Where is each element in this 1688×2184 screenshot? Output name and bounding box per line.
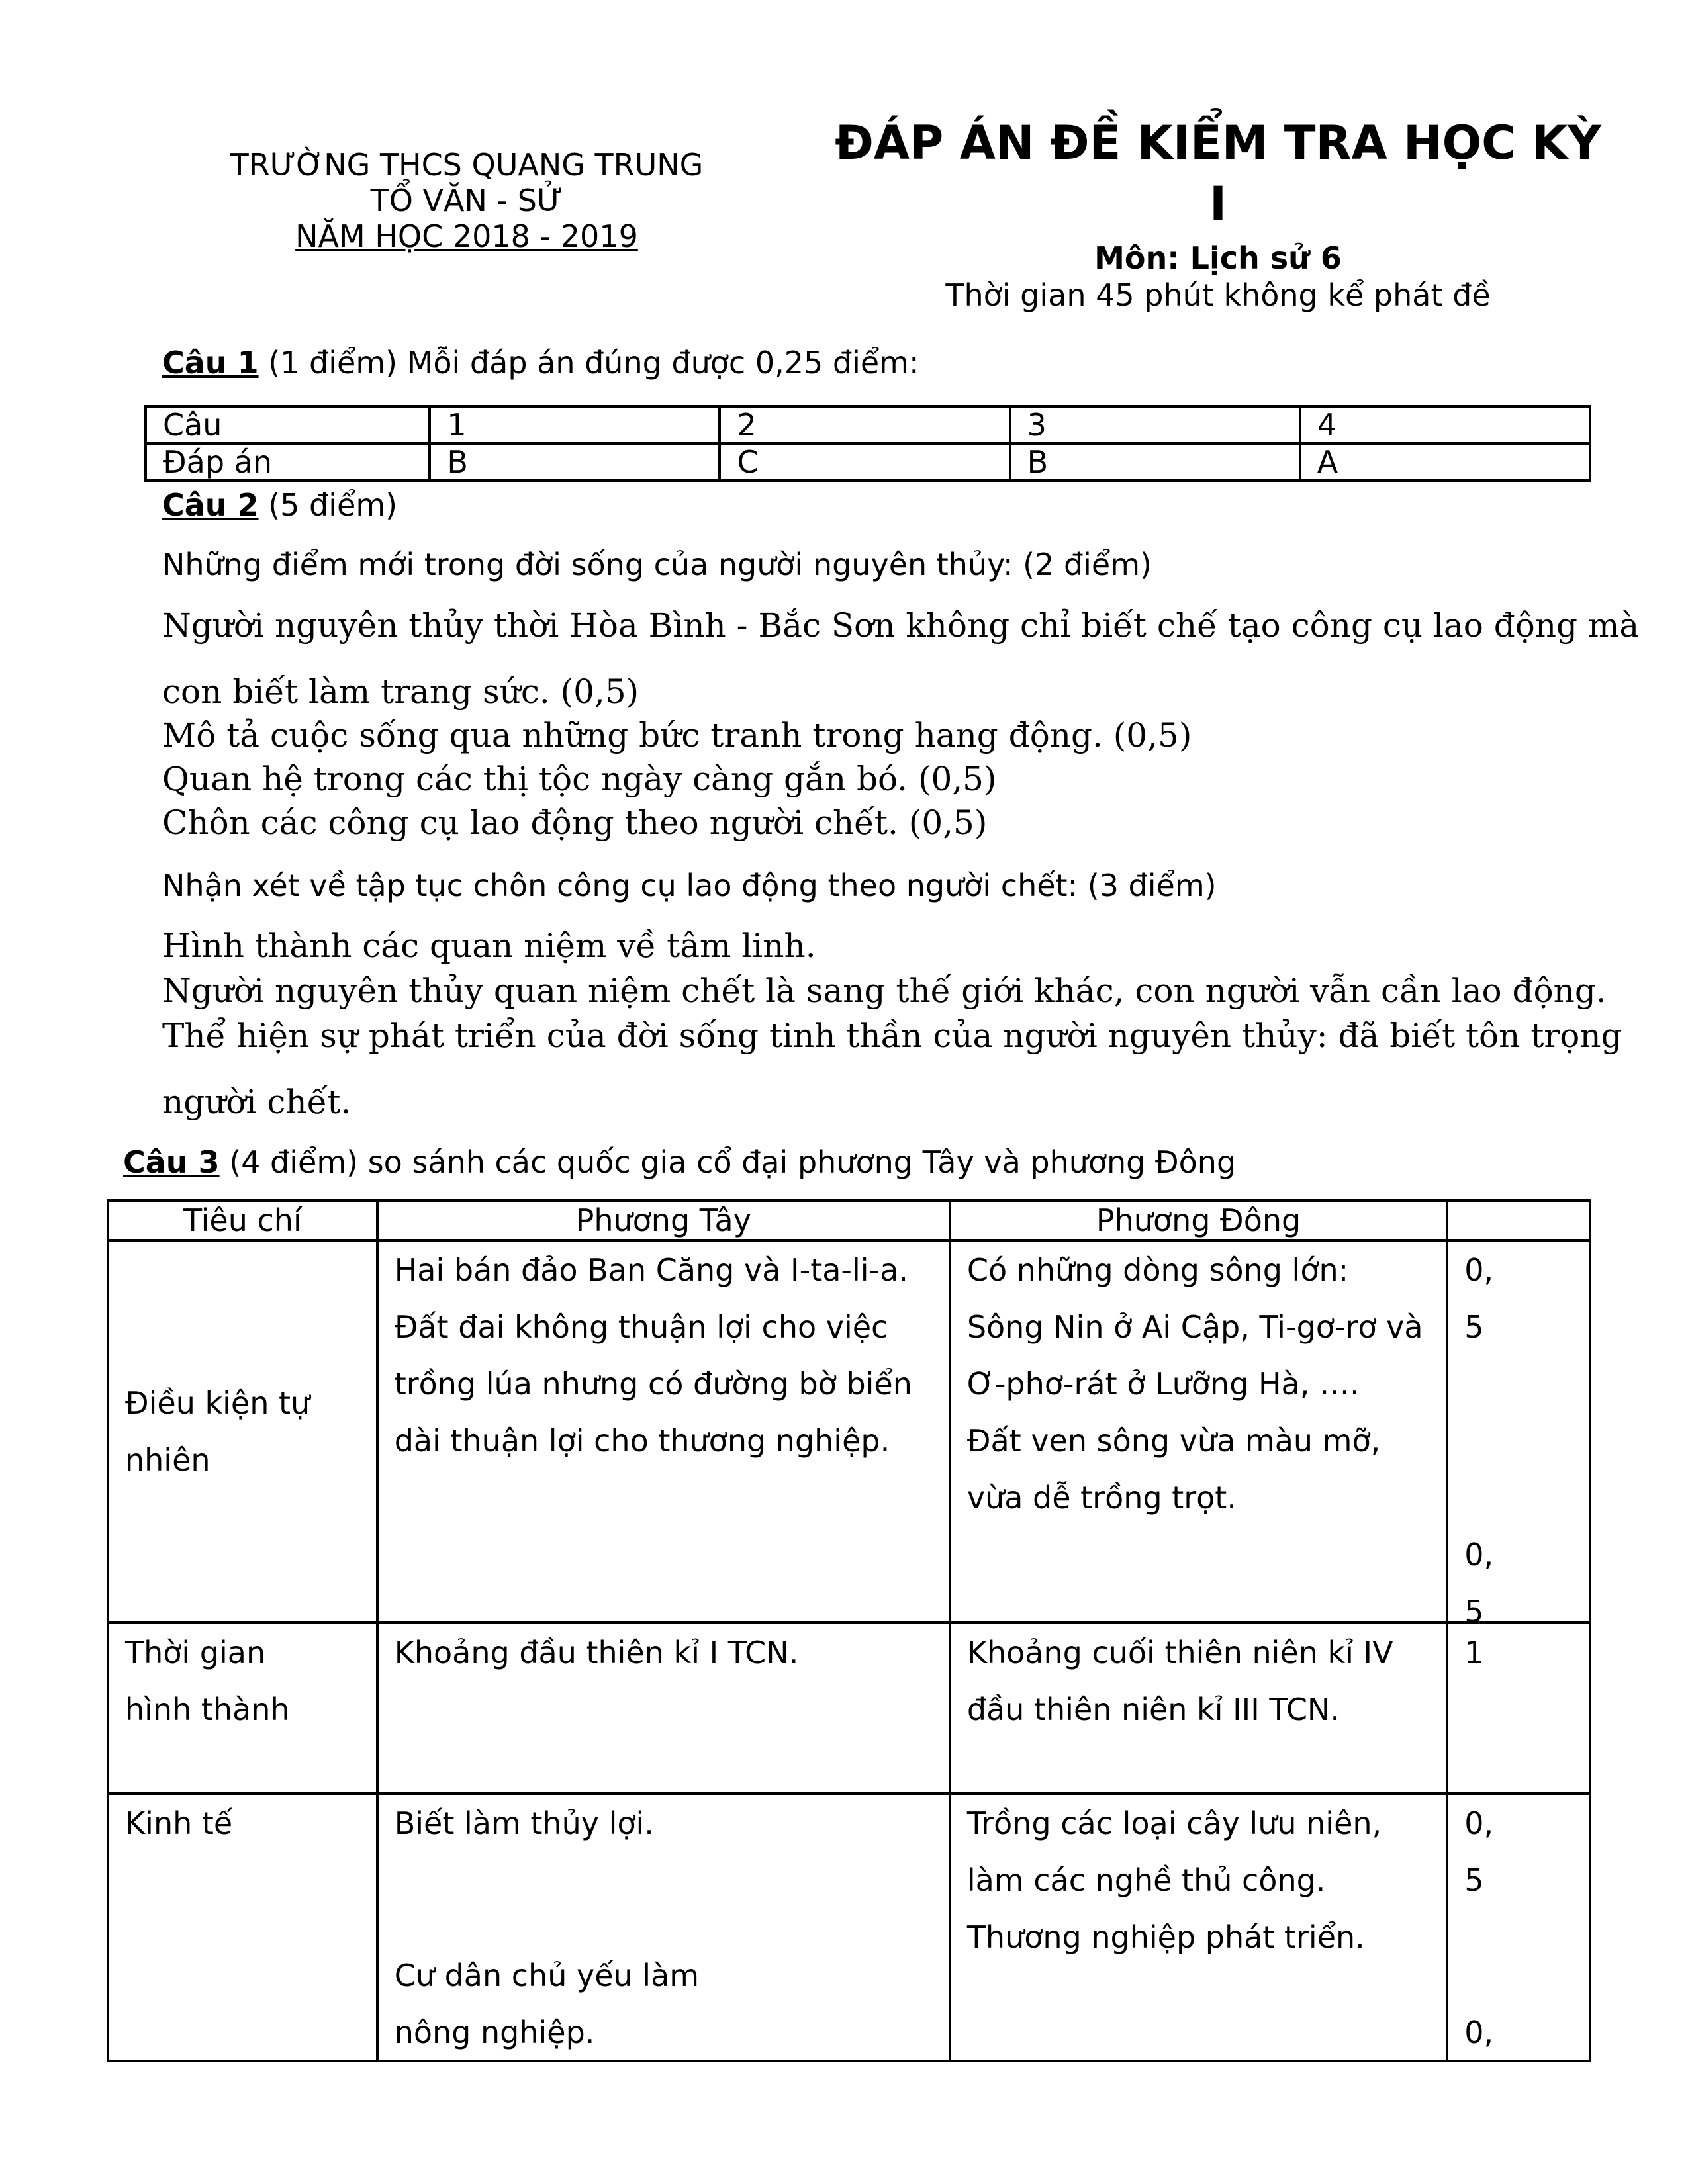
- table-cell: C: [720, 443, 1009, 480]
- table-cell: A: [1300, 443, 1590, 480]
- east-text: Có những dòng sông lớn: Sông Nin ở Ai Cập, Ti-gơ-rơ và Ơ-phơ-rát ở Lưỡng Hà, ….: [966, 1252, 1423, 1402]
- east-text: Khoảng cuối thiên niên kỉ IV đầu thiên niên kỉ III TCN.: [966, 1635, 1393, 1727]
- exam-title-line2: I: [1209, 177, 1227, 231]
- criteria-cell: [108, 1623, 377, 1794]
- q2-part2-line3: Thể hiện sự phát triển của đời sống tinh thần của người nguyên thủy: đã biết tôn trọng: [162, 1017, 1622, 1055]
- east-cell: [950, 1240, 1447, 1623]
- q2-label: Câu 2: [162, 487, 259, 523]
- table-cell: 4: [1300, 406, 1590, 443]
- west-text: Hai bán đảo Ban Căng và I-ta-li-a.: [394, 1252, 908, 1288]
- west-text: Khoảng đầu thiên kỉ I TCN.: [394, 1635, 799, 1670]
- q2-part2-heading: Nhận xét về tập tục chôn công cụ lao động theo người chết: (3 điểm): [162, 868, 1217, 903]
- table-cell: 2: [720, 406, 1009, 443]
- header-score: [1447, 1201, 1590, 1240]
- exam-title-block: [834, 113, 1602, 314]
- q2-part1-line1: Người nguyên thủy thời Hòa Bình - Bắc Sơn không chỉ biết chế tạo công cụ lao động mà: [162, 606, 1640, 645]
- table-row: [146, 443, 1590, 480]
- school-name: TRƯỜNG THCS QUANG TRUNG: [230, 147, 704, 183]
- school-header: [152, 147, 781, 254]
- table-row: [108, 1794, 1590, 2061]
- q3-text: (4 điểm) so sánh các quốc gia cổ đại phương Tây và phương Đông: [219, 1144, 1237, 1180]
- q2-part1-line2: con biết làm trang sức. (0,5): [162, 672, 639, 711]
- table-row: [108, 1240, 1590, 1623]
- q1-label: Câu 1: [162, 345, 259, 381]
- table-cell: Câu: [146, 406, 430, 443]
- criteria-text: Thời gian hình thành: [125, 1635, 290, 1727]
- header-east: Phương Đông: [950, 1201, 1447, 1240]
- score-cell: [1447, 1794, 1590, 2061]
- east-text: Trồng các loại cây lưu niên, làm các nghề thủ công.: [966, 1805, 1382, 1898]
- table-cell: 3: [1010, 406, 1300, 443]
- q1-text: (1 điểm) Mỗi đáp án đúng được 0,25 điểm:: [258, 345, 919, 381]
- department: TỔ VĂN - SỬ: [370, 183, 563, 218]
- east-cell: [950, 1794, 1447, 2061]
- east-text: Thương nghiệp phát triển.: [966, 1919, 1365, 1955]
- east-cell: [950, 1623, 1447, 1794]
- q1-heading: [162, 344, 919, 381]
- table-header-row: [108, 1201, 1590, 1240]
- table-cell: B: [430, 443, 720, 480]
- west-cell: [377, 1240, 950, 1623]
- subject: Môn: Lịch sử 6: [1094, 240, 1342, 276]
- score-text: 0,5: [1464, 1252, 1494, 1345]
- exam-title-line1: ĐÁP ÁN ĐỀ KIỂM TRA HỌC KỲ: [835, 116, 1601, 170]
- table-cell: B: [1010, 443, 1300, 480]
- table-cell: 1: [430, 406, 720, 443]
- q1-answer-table: [144, 405, 1591, 482]
- q2-heading: [162, 486, 397, 523]
- exam-title: [834, 113, 1602, 234]
- table-cell: Đáp án: [146, 443, 430, 480]
- q3-label: Câu 3: [123, 1144, 220, 1180]
- score-cell: [1447, 1240, 1590, 1629]
- score-text: 1: [1464, 1635, 1484, 1670]
- q2-text: (5 điểm): [258, 487, 398, 523]
- q2-part2-line2: Người nguyên thủy quan niệm chết là sang thế giới khác, con người vẫn cần lao động.: [162, 972, 1607, 1010]
- west-text: Biết làm thủy lợi.: [394, 1805, 654, 1841]
- q3-heading: [123, 1144, 1236, 1181]
- q2-part1-line3: Mô tả cuộc sống qua những bức tranh trong hang động. (0,5): [162, 716, 1192, 754]
- q2-part2-line4: người chết.: [162, 1083, 352, 1121]
- q3-comparison-table: [107, 1199, 1591, 2062]
- q2-part2-line1: Hình thành các quan niệm về tâm linh.: [162, 927, 816, 965]
- table-row: [108, 1623, 1590, 1794]
- header-west: Phương Tây: [377, 1201, 950, 1240]
- q2-part1-heading: Những điểm mới trong đời sống của người nguyên thủy: (2 điểm): [162, 547, 1152, 582]
- table-row: [146, 406, 1590, 443]
- score-text: 0,5: [1464, 1805, 1494, 1898]
- west-text: Cư dân chủ yếu làm nông nghiệp.: [394, 1958, 700, 2050]
- west-cell: [377, 1794, 950, 2061]
- score-cell: [1447, 1623, 1590, 1794]
- header-criteria: Tiêu chí: [108, 1201, 377, 1240]
- score-text: 0,5: [1464, 1537, 1494, 1629]
- duration: Thời gian 45 phút không kể phát đề: [945, 277, 1491, 313]
- q2-part1-line5: Chôn các công cụ lao động theo người chết. (0,5): [162, 803, 988, 842]
- criteria-cell: Điều kiện tự nhiên: [108, 1240, 377, 1623]
- east-text: Đất ven sông vừa màu mỡ, vừa dễ trồng trọt.: [966, 1423, 1381, 1516]
- score-text: 0,: [1464, 2015, 1494, 2050]
- west-cell: [377, 1623, 950, 1794]
- criteria-cell: Kinh tế: [108, 1794, 377, 2061]
- school-year: NĂM HỌC 2018 - 2019: [295, 218, 638, 254]
- q2-part1-line4: Quan hệ trong các thị tộc ngày càng gắn bó. (0,5): [162, 760, 997, 798]
- west-text: Đất đai không thuận lợi cho việc trồng lúa nhưng có đường bờ biển dài thuận lợi cho thương nghiệp.: [394, 1309, 912, 1459]
